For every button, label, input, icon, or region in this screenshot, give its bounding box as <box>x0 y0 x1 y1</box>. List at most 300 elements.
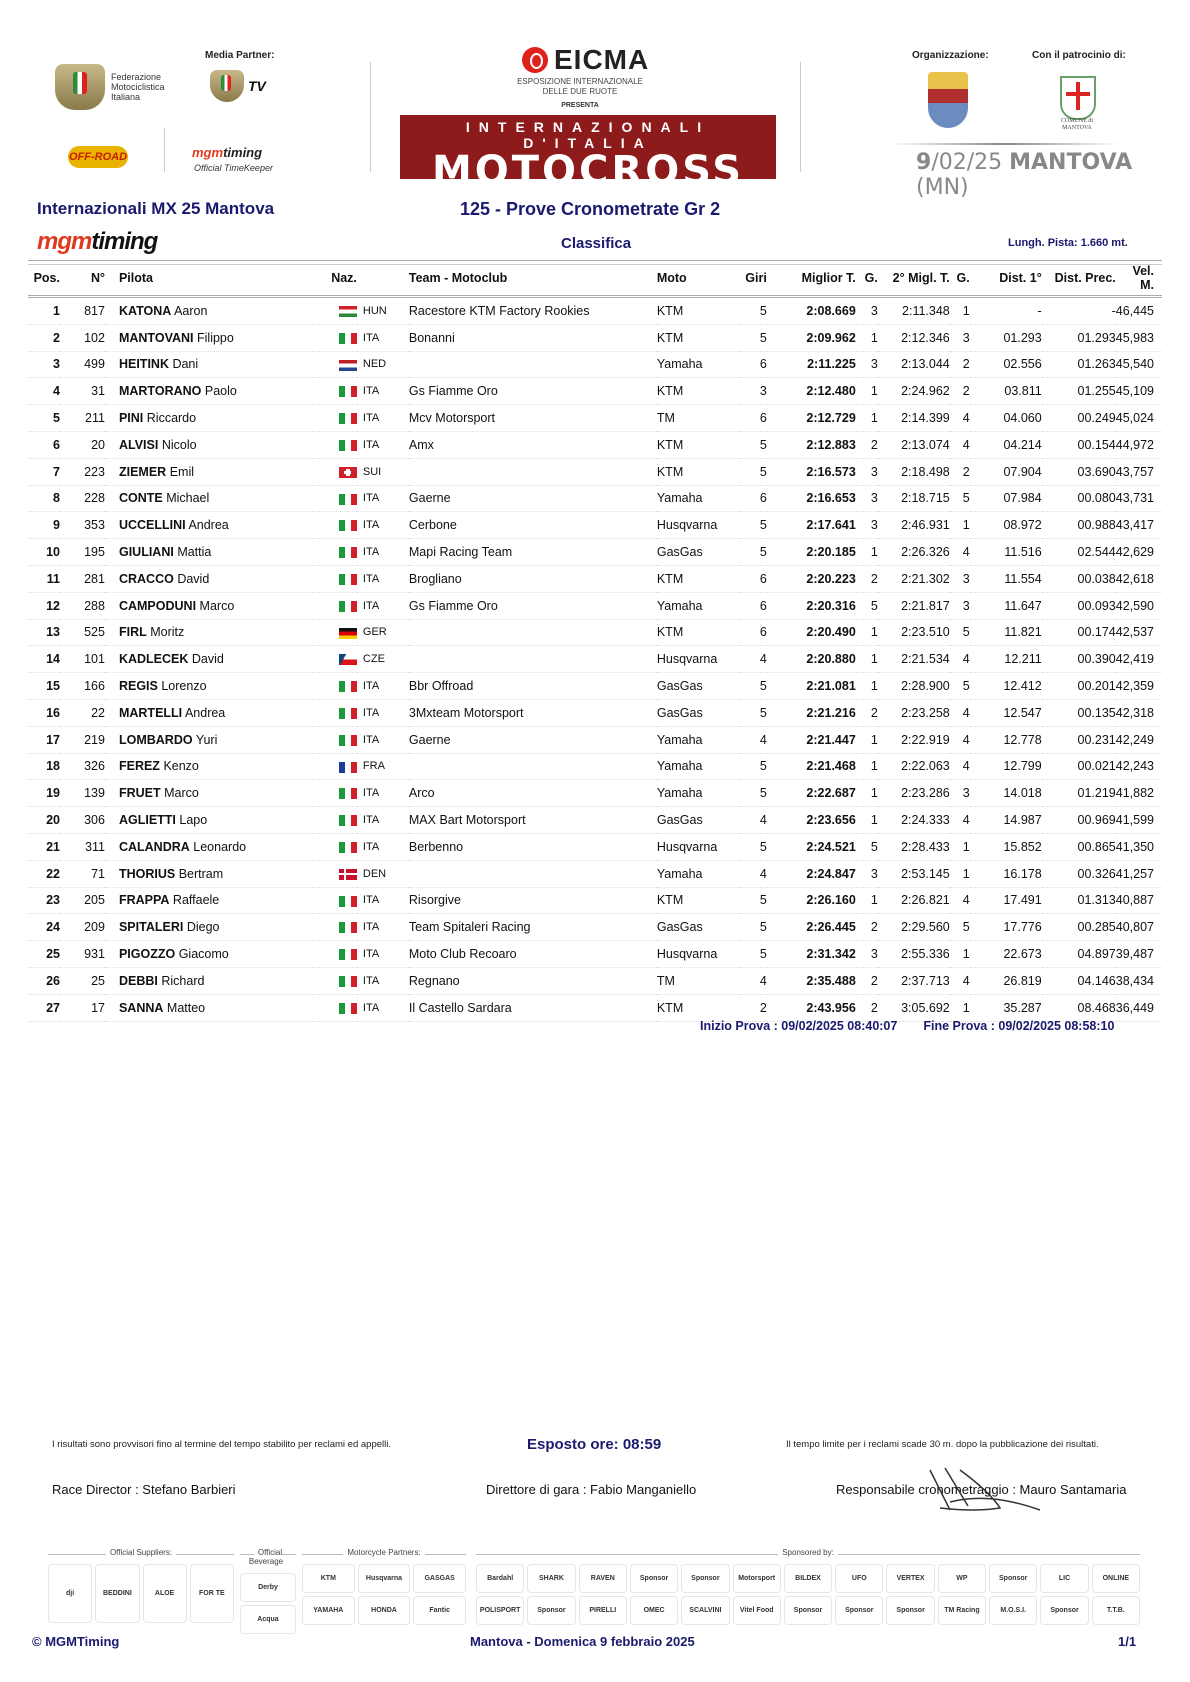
gap-first: 12.547 <box>970 699 1042 726</box>
laps: 5 <box>739 780 767 807</box>
flag-ita-icon <box>339 333 357 344</box>
best-lap: 3 <box>856 351 878 378</box>
table-row <box>28 485 1162 512</box>
moto: KTM <box>657 458 739 485</box>
best-time: 2:21.447 <box>767 726 856 753</box>
rider-firstname: Diego <box>186 920 220 935</box>
second-best-lap: 4 <box>950 539 970 566</box>
banner-line2: MOTOCROSS <box>431 148 745 194</box>
rider-number: 499 <box>60 351 105 378</box>
avg-speed: 42,537 <box>1116 619 1162 646</box>
best-time: 2:20.223 <box>767 565 856 592</box>
best-time: 2:31.342 <box>767 941 856 968</box>
date-province: (MN) <box>916 175 969 200</box>
col-pilota: Pilota <box>105 261 319 297</box>
avg-speed: 43,757 <box>1116 458 1162 485</box>
team: Berbenno <box>409 833 657 860</box>
sponsor-logo: Motorsport <box>733 1564 781 1593</box>
organizzazione-label: Organizzazione: <box>912 50 989 61</box>
avg-speed: 42,249 <box>1116 726 1162 753</box>
laps: 6 <box>739 592 767 619</box>
sponsor-logo: GASGAS <box>413 1564 466 1593</box>
laps: 6 <box>739 405 767 432</box>
results-table <box>28 261 1162 1022</box>
laps: 4 <box>739 967 767 994</box>
rider-firstname: Paolo <box>204 384 237 399</box>
gap-previous: 00.038 <box>1042 565 1116 592</box>
rider-lastname: FRUET <box>118 786 161 801</box>
flag-cze-icon <box>339 654 357 665</box>
table-row <box>28 539 1162 566</box>
second-best-lap: 5 <box>950 619 970 646</box>
best-lap: 2 <box>856 994 878 1021</box>
team: Racestore KTM Factory Rookies <box>409 297 657 325</box>
best-lap: 2 <box>856 967 878 994</box>
pos: 18 <box>28 753 60 780</box>
flag-cell <box>319 726 357 753</box>
pos: 24 <box>28 914 60 941</box>
best-lap: 1 <box>856 619 878 646</box>
flag-cell <box>319 699 357 726</box>
gap-first: 04.060 <box>970 405 1042 432</box>
fmi-logo <box>55 62 185 112</box>
second-best-time: 2:53.145 <box>878 860 950 887</box>
rider-number: 102 <box>60 324 105 351</box>
nation: ITA <box>357 833 409 860</box>
table-row <box>28 860 1162 887</box>
nation: CZE <box>357 646 409 673</box>
mgm-logo-t: timing <box>223 145 263 160</box>
avg-speed: 39,487 <box>1116 941 1162 968</box>
gap-previous: 00.093 <box>1042 592 1116 619</box>
avg-speed: 42,243 <box>1116 753 1162 780</box>
col-distprec: Dist. Prec. <box>1042 261 1116 297</box>
date-city: MANTOVA <box>1009 150 1133 175</box>
rider-number: 25 <box>60 967 105 994</box>
nation: ITA <box>357 726 409 753</box>
best-time: 2:21.468 <box>767 753 856 780</box>
second-best-time: 2:28.433 <box>878 833 950 860</box>
official-beverage-label: Official Beverage <box>249 1548 287 1566</box>
second-best-time: 2:22.063 <box>878 753 950 780</box>
moto: KTM <box>657 297 739 325</box>
laps: 5 <box>739 833 767 860</box>
rider-number: 22 <box>60 699 105 726</box>
nation: NED <box>357 351 409 378</box>
laps: 4 <box>739 726 767 753</box>
second-best-time: 2:22.919 <box>878 726 950 753</box>
flag-cell <box>319 485 357 512</box>
rider-lastname: KATONA <box>118 303 172 318</box>
copyright: © MGMTiming <box>32 1634 120 1649</box>
avg-speed: 44,972 <box>1116 431 1162 458</box>
nation: ITA <box>357 565 409 592</box>
moto: Yamaha <box>657 485 739 512</box>
gap-first: 22.673 <box>970 941 1042 968</box>
best-time: 2:08.669 <box>767 297 856 325</box>
second-best-time: 2:13.044 <box>878 351 950 378</box>
nation: ITA <box>357 941 409 968</box>
pos: 3 <box>28 351 60 378</box>
gap-previous: 00.326 <box>1042 860 1116 887</box>
sponsor-logo: dji <box>48 1564 92 1623</box>
rider-firstname: Andrea <box>184 705 226 720</box>
moto: Yamaha <box>657 780 739 807</box>
moto: KTM <box>657 324 739 351</box>
laps: 5 <box>739 941 767 968</box>
rider-number: 71 <box>60 860 105 887</box>
mgmtiming-logo <box>37 228 157 256</box>
gap-first: 26.819 <box>970 967 1042 994</box>
classifica-label: Classifica <box>561 235 632 252</box>
second-best-lap: 5 <box>950 914 970 941</box>
rider-firstname: Filippo <box>197 330 234 345</box>
nation: ITA <box>357 994 409 1021</box>
laps: 5 <box>739 673 767 700</box>
table-row <box>28 565 1162 592</box>
avg-speed: 42,590 <box>1116 592 1162 619</box>
col-vel: Vel. M. <box>1116 261 1162 297</box>
rider-lastname: GIULIANI <box>118 545 174 560</box>
second-best-lap: 1 <box>950 297 970 325</box>
nation: ITA <box>357 405 409 432</box>
rider-firstname: Matteo <box>166 1000 206 1015</box>
flag-ita-icon <box>339 842 357 853</box>
team: Risorgive <box>409 887 657 914</box>
rider-number: 101 <box>60 646 105 673</box>
gap-first: 11.554 <box>970 565 1042 592</box>
sponsor-logo: Derby <box>240 1573 296 1602</box>
gap-previous: 00.865 <box>1042 833 1116 860</box>
rider-name <box>105 967 319 994</box>
gap-first: 16.178 <box>970 860 1042 887</box>
laps: 5 <box>739 753 767 780</box>
mcm-nuvolari-logo-icon <box>928 72 968 128</box>
best-lap: 3 <box>856 485 878 512</box>
sponsor-logo: UFO <box>835 1564 883 1593</box>
sponsor-logo: VERTEX <box>886 1564 934 1593</box>
laps: 5 <box>739 512 767 539</box>
moto: Husqvarna <box>657 646 739 673</box>
team: Mapi Racing Team <box>409 539 657 566</box>
team <box>409 458 657 485</box>
pos: 4 <box>28 378 60 405</box>
pos: 22 <box>28 860 60 887</box>
pos: 27 <box>28 994 60 1021</box>
rider-name <box>105 485 319 512</box>
best-time: 2:11.225 <box>767 351 856 378</box>
disclaimer-right: Il tempo limite per i reclami scade 30 m. dopo la pubblicazione dei risultati. <box>786 1439 1099 1450</box>
rider-number: 209 <box>60 914 105 941</box>
flag-cell <box>319 967 357 994</box>
second-best-time: 2:55.336 <box>878 941 950 968</box>
best-lap: 1 <box>856 673 878 700</box>
best-lap: 1 <box>856 780 878 807</box>
second-best-lap: 4 <box>950 887 970 914</box>
best-time: 2:35.488 <box>767 967 856 994</box>
best-lap: 1 <box>856 753 878 780</box>
moto: KTM <box>657 887 739 914</box>
rider-firstname: Riccardo <box>146 411 197 426</box>
rider-name <box>105 565 319 592</box>
second-best-lap: 1 <box>950 941 970 968</box>
mgm-logo-m: mgm <box>192 145 224 160</box>
rider-number: 205 <box>60 887 105 914</box>
rider-lastname: DEBBI <box>118 973 158 988</box>
flag-ita-icon <box>339 520 357 531</box>
footer-place-date: Mantova - Domenica 9 febbraio 2025 <box>470 1634 695 1649</box>
laps: 5 <box>739 324 767 351</box>
nation: ITA <box>357 431 409 458</box>
col-moto: Moto <box>657 261 739 297</box>
sponsor-logo: BILDEX <box>784 1564 832 1593</box>
best-time: 2:26.160 <box>767 887 856 914</box>
gap-first: 03.811 <box>970 378 1042 405</box>
gap-first: 04.214 <box>970 431 1042 458</box>
gap-previous: 04.146 <box>1042 967 1116 994</box>
laps: 4 <box>739 860 767 887</box>
rider-firstname: Mattia <box>177 545 212 560</box>
pos: 2 <box>28 324 60 351</box>
pos: 21 <box>28 833 60 860</box>
rider-firstname: Andrea <box>188 518 229 533</box>
rider-name <box>105 994 319 1021</box>
best-time: 2:12.480 <box>767 378 856 405</box>
team: Moto Club Recoaro <box>409 941 657 968</box>
rider-name <box>105 887 319 914</box>
sponsor-logo: KTM <box>302 1564 355 1593</box>
team: Arco <box>409 780 657 807</box>
rider-name <box>105 431 319 458</box>
gap-first: 14.987 <box>970 807 1042 834</box>
second-best-time: 2:23.258 <box>878 699 950 726</box>
flag-ita-icon <box>339 601 357 612</box>
rider-lastname: HEITINK <box>118 357 169 372</box>
avg-speed: 41,882 <box>1116 780 1162 807</box>
rider-firstname: Aaron <box>174 303 208 318</box>
official-suppliers-group <box>48 1548 234 1623</box>
table-row <box>28 699 1162 726</box>
gap-first: 07.904 <box>970 458 1042 485</box>
nation: ITA <box>357 539 409 566</box>
best-time: 2:20.880 <box>767 646 856 673</box>
best-lap: 1 <box>856 378 878 405</box>
gap-first: 11.647 <box>970 592 1042 619</box>
gap-previous: 00.021 <box>1042 753 1116 780</box>
table-row <box>28 967 1162 994</box>
team <box>409 646 657 673</box>
second-best-lap: 2 <box>950 351 970 378</box>
rider-lastname: CRACCO <box>118 571 174 586</box>
second-best-time: 2:37.713 <box>878 967 950 994</box>
flag-cell <box>319 941 357 968</box>
nation: DEN <box>357 860 409 887</box>
rider-lastname: PIGOZZO <box>118 947 176 962</box>
rider-lastname: REGIS <box>118 679 158 694</box>
pos: 7 <box>28 458 60 485</box>
laps: 5 <box>739 458 767 485</box>
second-best-time: 2:23.286 <box>878 780 950 807</box>
gap-first: 12.799 <box>970 753 1042 780</box>
rider-number: 353 <box>60 512 105 539</box>
laps: 5 <box>739 431 767 458</box>
sponsor-logo: Husqvarna <box>358 1564 411 1593</box>
team: Team Spitaleri Racing <box>409 914 657 941</box>
table-row <box>28 592 1162 619</box>
rider-firstname: Giacomo <box>178 947 229 962</box>
date-day: 9 <box>916 150 932 175</box>
eicma-logo <box>522 44 649 76</box>
nation: ITA <box>357 914 409 941</box>
table-row <box>28 619 1162 646</box>
gap-previous: 04.897 <box>1042 941 1116 968</box>
best-lap: 3 <box>856 860 878 887</box>
rider-lastname: UCCELLINI <box>118 518 186 533</box>
table-row <box>28 994 1162 1021</box>
moto: GasGas <box>657 914 739 941</box>
table-row <box>28 458 1162 485</box>
flag-ita-icon <box>339 976 357 987</box>
second-best-time: 2:18.498 <box>878 458 950 485</box>
rider-number: 817 <box>60 297 105 325</box>
eicma-sub-line2: DELLE DUE RUOTE <box>542 87 618 96</box>
moto: Husqvarna <box>657 941 739 968</box>
second-best-time: 2:23.510 <box>878 619 950 646</box>
nation: ITA <box>357 324 409 351</box>
avg-speed: 42,318 <box>1116 699 1162 726</box>
rider-lastname: SPITALERI <box>118 920 184 935</box>
table-row <box>28 405 1162 432</box>
col-dist1: Dist. 1° <box>970 261 1042 297</box>
rider-lastname: KADLECEK <box>118 652 189 667</box>
gap-previous: 00.285 <box>1042 914 1116 941</box>
best-lap: 2 <box>856 914 878 941</box>
team: Brogliano <box>409 565 657 592</box>
sponsor-logo: M.O.S.I. <box>989 1596 1037 1625</box>
banner-line1: INTERNAZIONALI D'ITALIA <box>465 119 711 151</box>
table-row <box>28 726 1162 753</box>
fine-prova: Fine Prova : 09/02/2025 08:58:10 <box>923 1019 1115 1033</box>
rider-name <box>105 592 319 619</box>
event-title: Internazionali MX 25 Mantova <box>37 199 275 218</box>
gap-previous: 00.988 <box>1042 512 1116 539</box>
pos: 11 <box>28 565 60 592</box>
patrocinio-label: Con il patrocinio di: <box>1032 50 1126 61</box>
pos: 19 <box>28 780 60 807</box>
team: 3Mxteam Motorsport <box>409 699 657 726</box>
pos: 10 <box>28 539 60 566</box>
pos: 20 <box>28 807 60 834</box>
team: Il Castello Sardara <box>409 994 657 1021</box>
flag-ita-icon <box>339 440 357 451</box>
sponsor-logo: Fantic <box>413 1596 466 1625</box>
table-row <box>28 297 1162 325</box>
sponsor-logo: Vitel Food <box>733 1596 781 1625</box>
eicma-subtitle <box>500 77 660 97</box>
best-lap: 1 <box>856 807 878 834</box>
gap-previous: 01.313 <box>1042 887 1116 914</box>
gap-previous: 00.135 <box>1042 699 1116 726</box>
flag-cell <box>319 914 357 941</box>
direttore-gara: Direttore di gara : Fabio Manganiello <box>486 1482 697 1497</box>
best-lap: 3 <box>856 297 878 325</box>
mgm-logo-big-t: timing <box>91 228 158 255</box>
flag-ita-icon <box>339 1003 357 1014</box>
media-partner-label: Media Partner: <box>205 50 275 61</box>
avg-speed: 45,024 <box>1116 405 1162 432</box>
second-best-lap: 1 <box>950 860 970 887</box>
rider-lastname: LOMBARDO <box>118 732 193 747</box>
laps: 5 <box>739 539 767 566</box>
flag-fra-icon <box>339 762 357 773</box>
sponsor-logo: Bardahl <box>476 1564 524 1593</box>
nation: ITA <box>357 592 409 619</box>
rider-firstname: Raffaele <box>172 893 220 908</box>
moto: GasGas <box>657 539 739 566</box>
second-best-time: 2:46.931 <box>878 512 950 539</box>
signature-icon <box>920 1462 1050 1518</box>
second-best-time: 2:28.900 <box>878 673 950 700</box>
sponsor-logo: YAMAHA <box>302 1596 355 1625</box>
best-time: 2:17.641 <box>767 512 856 539</box>
gap-previous: 00.174 <box>1042 619 1116 646</box>
best-lap: 5 <box>856 833 878 860</box>
pos: 9 <box>28 512 60 539</box>
gap-previous: 01.293 <box>1042 324 1116 351</box>
mgm-timekeeper-logo <box>192 145 262 160</box>
responsabile-cronometraggio: Responsabile cronometraggio : Mauro Santamaria <box>836 1482 1127 1497</box>
rider-number: 525 <box>60 619 105 646</box>
flag-cell <box>319 994 357 1021</box>
table-row <box>28 753 1162 780</box>
best-time: 2:26.445 <box>767 914 856 941</box>
moto: Husqvarna <box>657 833 739 860</box>
second-best-lap: 5 <box>950 485 970 512</box>
best-lap: 1 <box>856 726 878 753</box>
best-lap: 2 <box>856 699 878 726</box>
best-lap: 3 <box>856 458 878 485</box>
team: Gaerne <box>409 726 657 753</box>
gap-first: 08.972 <box>970 512 1042 539</box>
rider-firstname: Lapo <box>179 813 208 828</box>
second-best-lap: 4 <box>950 699 970 726</box>
rider-name <box>105 351 319 378</box>
rider-number: 931 <box>60 941 105 968</box>
presenta-label: PRESENTA <box>561 102 599 109</box>
eicma-sub-line1: ESPOSIZIONE INTERNAZIONALE <box>517 77 643 86</box>
flag-cell <box>319 431 357 458</box>
gap-previous: 00.080 <box>1042 485 1116 512</box>
rider-name <box>105 673 319 700</box>
second-best-time: 2:26.821 <box>878 887 950 914</box>
team <box>409 860 657 887</box>
avg-speed: 40,887 <box>1116 887 1162 914</box>
flag-cell <box>319 592 357 619</box>
gap-first: 35.287 <box>970 994 1042 1021</box>
second-best-lap: 3 <box>950 565 970 592</box>
rider-name <box>105 807 319 834</box>
gap-previous: 00.201 <box>1042 673 1116 700</box>
moto: KTM <box>657 994 739 1021</box>
rider-number: 326 <box>60 753 105 780</box>
inizio-prova: Inizio Prova : 09/02/2025 08:40:07 <box>700 1019 898 1033</box>
nation: ITA <box>357 485 409 512</box>
moto-partners-label: Motorcycle Partners: <box>343 1548 424 1557</box>
avg-speed: 42,618 <box>1116 565 1162 592</box>
best-lap: 1 <box>856 539 878 566</box>
sponsor-logo: Sponsor <box>989 1564 1037 1593</box>
avg-speed: 45,540 <box>1116 351 1162 378</box>
